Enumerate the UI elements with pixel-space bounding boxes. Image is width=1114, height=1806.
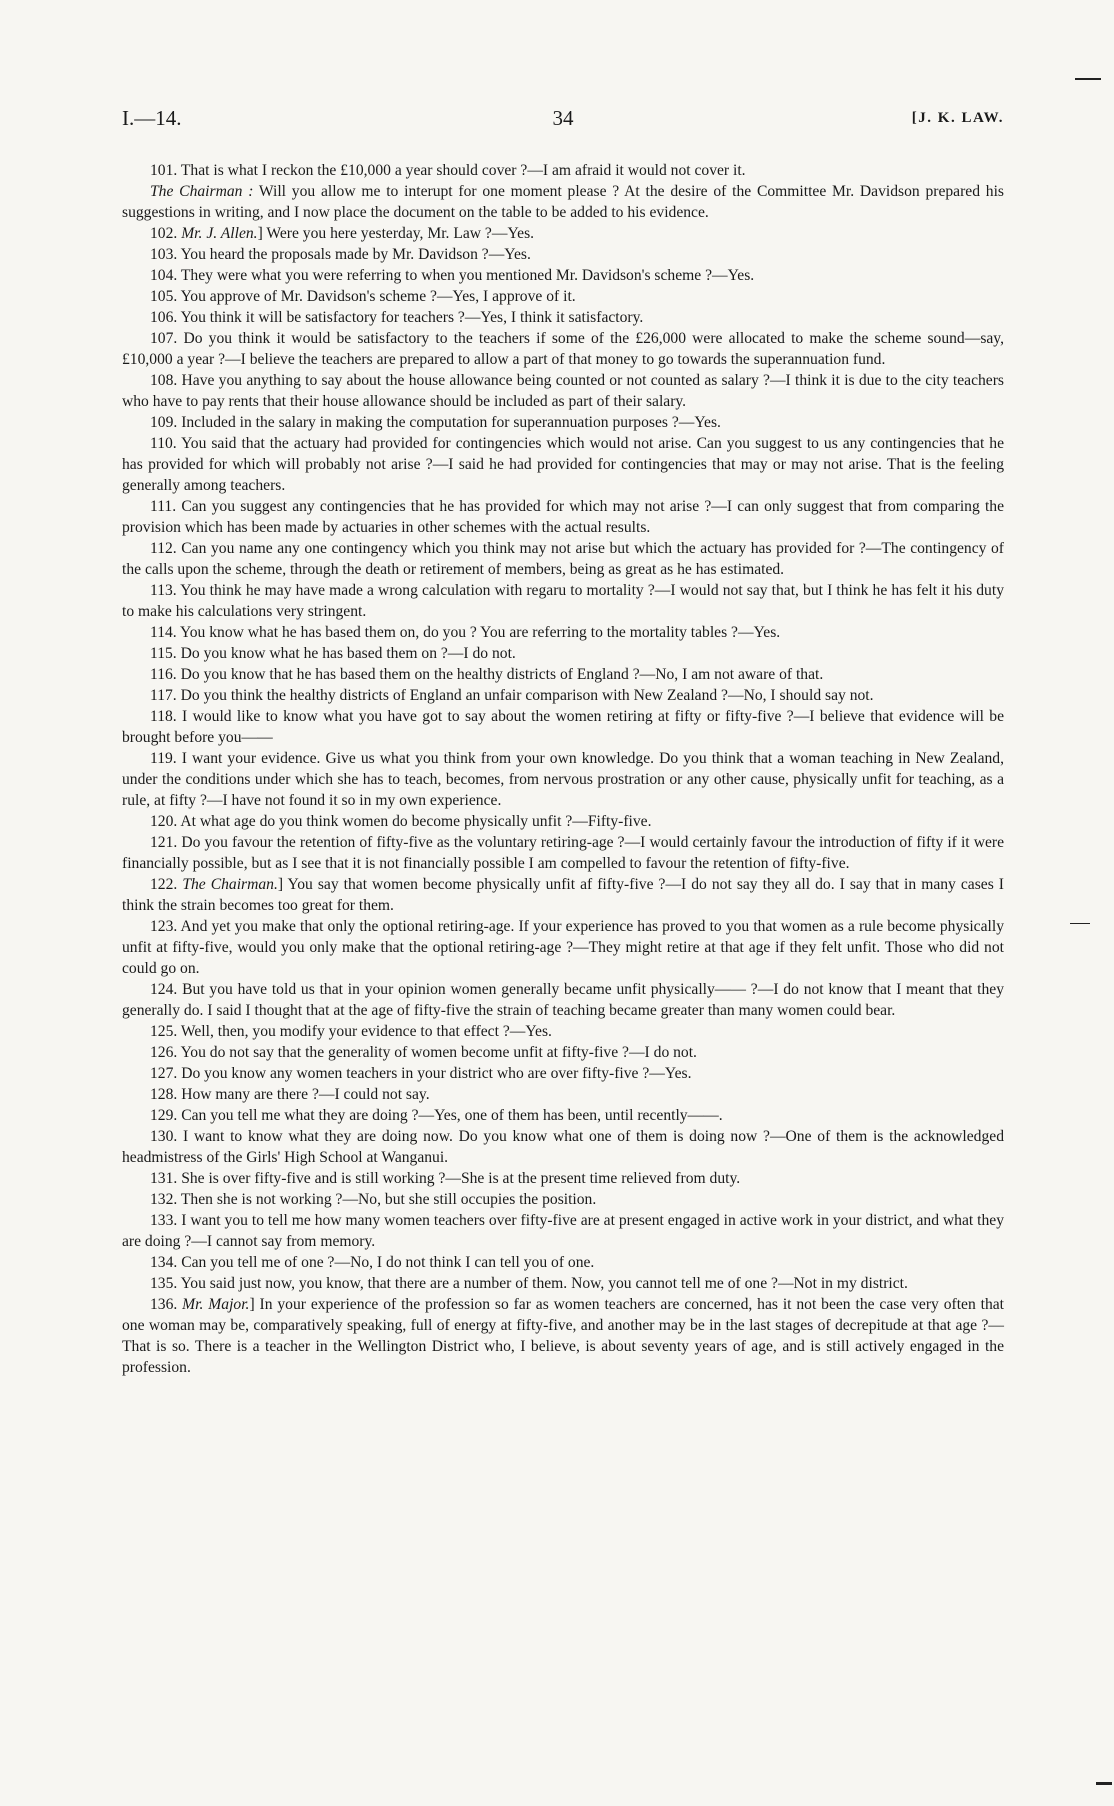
paragraph-text: 127. Do you know any women teachers in your district who are over fifty-five ?—Yes.	[150, 1065, 692, 1082]
paragraph-text: 121. Do you favour the retention of fifty-five as the voluntary retiring-age ?—I would certainly favour the introduction of fifty if it were financially possible, but as I see that it is not financially possible I am compelled to favour the retention of fifty-five.	[122, 834, 1004, 872]
evidence-text	[122, 160, 1004, 1378]
paragraph-text: 124. But you have told us that in your opinion women generally became unfit physically—— ?—I do not know that I meant that they generally do. I said I thought that at the age of fifty-five the strain of teaching became greater than many women could bear.	[122, 981, 1004, 1019]
paragraph-text: 101. That is what I reckon the £10,000 a year should cover ?—I am afraid it would not cover it.	[150, 162, 746, 179]
testimony-paragraph	[122, 1168, 1004, 1189]
testimony-paragraph	[122, 706, 1004, 748]
testimony-paragraph	[122, 643, 1004, 664]
testimony-paragraph	[122, 433, 1004, 496]
paragraph-text: 129. Can you tell me what they are doing ?—Yes, one of them has been, until recently——.	[150, 1107, 723, 1124]
testimony-paragraph	[122, 580, 1004, 622]
paragraph-text: 117. Do you think the healthy districts of England an unfair comparison with New Zealand ?—No, I should say not.	[150, 687, 874, 704]
paragraph-text: ] Were you here yesterday, Mr. Law ?—Yes.	[257, 225, 535, 242]
paragraph-text: 107. Do you think it would be satisfactory to the teachers if some of the £26,000 were allocated to make the scheme sound—say, £10,000 a year ?—I believe the teachers are prepared to allow a part of that money to go towards the superannuation fund.	[122, 330, 1004, 368]
paragraph-text: 111. Can you suggest any contingencies that he has provided for which may not arise ?—I can only suggest that from comparing the provision which has been made by actuaries in other schemes with the actual results.	[122, 498, 1004, 536]
paragraph-text: 132. Then she is not working ?—No, but she still occupies the position.	[150, 1191, 597, 1208]
testimony-paragraph	[122, 412, 1004, 433]
testimony-paragraph	[122, 664, 1004, 685]
paragraph-text: 128. How many are there ?—I could not say.	[150, 1086, 430, 1103]
testimony-paragraph	[122, 1210, 1004, 1252]
question-number: 136.	[150, 1296, 183, 1313]
testimony-paragraph	[122, 160, 1004, 181]
paragraph-text: 134. Can you tell me of one ?—No, I do not think I can tell you of one.	[150, 1254, 595, 1271]
paragraph-text: 103. You heard the proposals made by Mr. Davidson ?—Yes.	[150, 246, 531, 263]
paragraph-text: 108. Have you anything to say about the house allowance being counted or not counted as salary ?—I think it is due to the city teachers who have to pay rents that their house allowance should be included as part of their salary.	[122, 372, 1004, 410]
paragraph-text: ] In your experience of the profession so far as women teachers are concerned, has it not been the case very often that one woman may be, comparatively speaking, full of energy at fifty-five, and another may be in the last stages of decrepitude at that age ?—That is so. There is a teacher in the Wellington District who, I believe, is about seventy years of age, and is still actively engaged in the profession.	[122, 1296, 1005, 1376]
paragraph-text: 130. I want to know what they are doing now. Do you know what one of them is doing now ?—One of them is the acknowledged headmistress of the Girls' High School at Wanganui.	[122, 1128, 1004, 1166]
question-number: 122.	[150, 876, 183, 893]
paragraph-text: 116. Do you know that he has based them on the healthy districts of England ?—No, I am not aware of that.	[150, 666, 824, 683]
paragraph-text: 110. You said that the actuary had provided for contingencies which would not arise. Can you suggest to us any contingencies that he has provided for which will probably not arise ?—I said he had provided for contingencies that may or may not arise. That is the feeling generally among teachers.	[122, 435, 1004, 494]
testimony-paragraph	[122, 1084, 1004, 1105]
testimony-paragraph	[122, 244, 1004, 265]
testimony-paragraph	[122, 916, 1004, 979]
testimony-paragraph	[122, 307, 1004, 328]
speaker-name: The Chairman :	[150, 183, 254, 200]
testimony-paragraph	[122, 811, 1004, 832]
testimony-paragraph	[122, 328, 1004, 370]
testimony-paragraph	[122, 265, 1004, 286]
paragraph-text: 115. Do you know what he has based them on ?—I do not.	[150, 645, 516, 662]
testimony-paragraph	[122, 1063, 1004, 1084]
testimony-paragraph	[122, 1273, 1004, 1294]
page-number: 34	[552, 106, 574, 130]
paragraph-text: 119. I want your evidence. Give us what you think from your own knowledge. Do you think that a woman teaching in New Zealand, under the conditions under which she has to teach, becomes, from nervous prostration or any other cause, physically unfit for teaching, as a rule, at fifty ?—I have not found it so in my own experience.	[122, 750, 1004, 809]
paragraph-text: 112. Can you name any one contingency which you think may not arise but which the actuary has provided for ?—The contingency of the calls upon the scheme, through the death or retirement of members, being as great as he has estimated.	[122, 540, 1004, 578]
paragraph-text: Will you allow me to interupt for one moment please ? At the desire of the Committee Mr. Davidson prepared his suggestions in writing, and I now place the document on the table to be added to his evidence.	[122, 183, 1004, 221]
testimony-paragraph	[122, 181, 1004, 223]
paragraph-text: 125. Well, then, you modify your evidence to that effect ?—Yes.	[150, 1023, 552, 1040]
paragraph-text: 113. You think he may have made a wrong calculation with regaru to mortality ?—I would not say that, but I think he has felt it his duty to make his calculations very stringent.	[122, 582, 1004, 620]
scan-mark	[1070, 923, 1090, 924]
testimony-paragraph	[122, 748, 1004, 811]
testimony-paragraph	[122, 1126, 1004, 1168]
witness-name: [J. K. LAW.	[911, 110, 1004, 126]
testimony-paragraph	[122, 1021, 1004, 1042]
testimony-paragraph	[122, 496, 1004, 538]
paragraph-text: 123. And yet you make that only the optional retiring-age. If your experience has proved to you that women as a rule become physically unfit at fifty-five, would you only make that the optional retiring-age ?—They might retire at that age if they felt unfit. Those who did not could go on.	[122, 918, 1004, 977]
paragraph-text: 133. I want you to tell me how many women teachers over fifty-five are at present engaged in active work in your district, and what they are doing ?—I cannot say from memory.	[122, 1212, 1004, 1250]
testimony-paragraph	[122, 832, 1004, 874]
testimony-paragraph	[122, 370, 1004, 412]
paper-reference: I.—14.	[122, 106, 182, 130]
page-header	[122, 106, 1004, 134]
testimony-paragraph	[122, 874, 1004, 916]
paragraph-text: 109. Included in the salary in making the computation for superannuation purposes ?—Yes.	[150, 414, 721, 431]
paragraph-text: 105. You approve of Mr. Davidson's scheme ?—Yes, I approve of it.	[150, 288, 576, 305]
testimony-paragraph	[122, 1294, 1004, 1378]
testimony-paragraph	[122, 1105, 1004, 1126]
testimony-paragraph	[122, 223, 1004, 244]
testimony-paragraph	[122, 1042, 1004, 1063]
paragraph-text: 126. You do not say that the generality of women become unfit at fifty-five ?—I do not.	[150, 1044, 697, 1061]
paragraph-text: 135. You said just now, you know, that there are a number of them. Now, you cannot tell me of one ?—Not in my district.	[150, 1275, 908, 1292]
paragraph-text: 104. They were what you were referring to when you mentioned Mr. Davidson's scheme ?—Yes.	[150, 267, 755, 284]
speaker-name: Mr. Major.	[182, 1296, 250, 1313]
testimony-paragraph	[122, 1189, 1004, 1210]
speaker-name: The Chairman.	[182, 876, 278, 893]
paragraph-text: 120. At what age do you think women do become physically unfit ?—Fifty-five.	[150, 813, 652, 830]
paragraph-text: 118. I would like to know what you have got to say about the women retiring at fifty or fifty-five ?—I believe that evidence will be brought before you——	[122, 708, 1004, 746]
testimony-paragraph	[122, 979, 1004, 1021]
question-number: 102.	[150, 225, 182, 242]
testimony-paragraph	[122, 286, 1004, 307]
paragraph-text: 114. You know what he has based them on, do you ? You are referring to the mortality tables ?—Yes.	[150, 624, 781, 641]
paragraph-text: 106. You think it will be satisfactory for teachers ?—Yes, I think it satisfactory.	[150, 309, 644, 326]
speaker-name: Mr. J. Allen.	[181, 225, 258, 242]
testimony-paragraph	[122, 1252, 1004, 1273]
scan-mark	[1075, 78, 1101, 80]
paragraph-text: 131. She is over fifty-five and is still working ?—She is at the present time relieved from duty.	[150, 1170, 741, 1187]
testimony-paragraph	[122, 622, 1004, 643]
scan-mark	[1096, 1782, 1112, 1785]
testimony-paragraph	[122, 685, 1004, 706]
testimony-paragraph	[122, 538, 1004, 580]
paragraph-text: ] You say that women become physically unfit af fifty-five ?—I do not say they all do. I say that in many cases I think the strain becomes too great for them.	[122, 876, 1004, 914]
